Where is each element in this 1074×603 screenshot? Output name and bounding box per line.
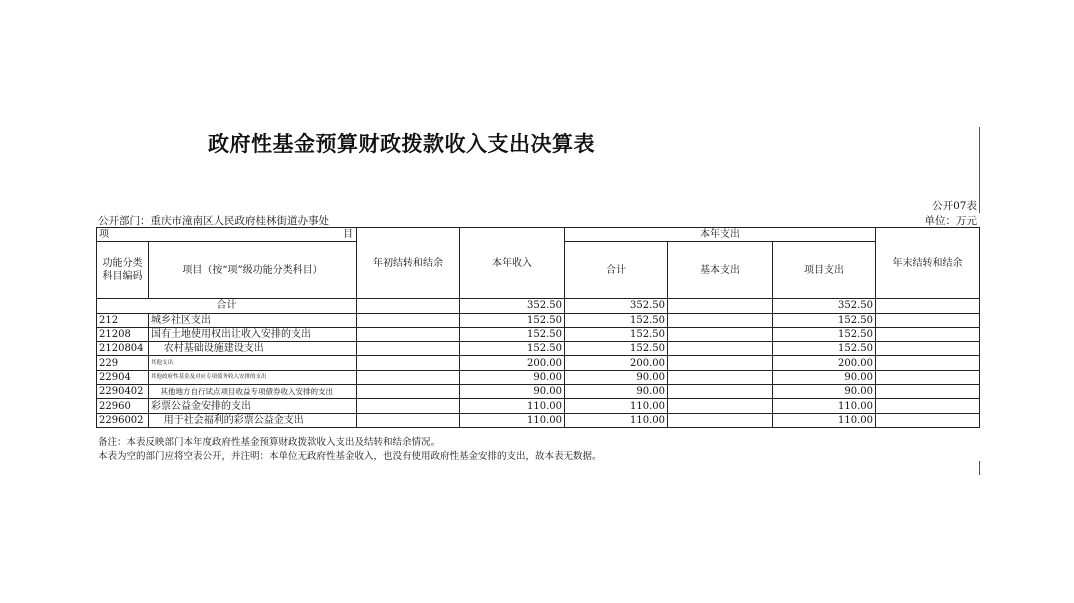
total-basic [668,299,773,313]
row-basic [668,327,773,341]
row-code: 22904 [97,370,149,384]
row-code: 2290402 [97,385,149,399]
row-end [876,399,980,413]
row-basic [668,370,773,384]
total-end [876,299,980,313]
row-end [876,413,980,427]
row-project: 152.50 [773,342,876,356]
func-code-header: 功能分类科目编码 [97,242,149,299]
row-income: 90.00 [460,370,565,384]
row-code: 229 [97,356,149,370]
row-begin [357,356,460,370]
item-header [97,228,357,242]
unit-label: 单位：万元 [924,215,977,227]
row-end [876,385,980,399]
table-row [97,342,980,356]
row-basic [668,399,773,413]
table-row [97,399,980,413]
row-total: 90.00 [565,370,668,384]
row-end [876,370,980,384]
row-basic [668,385,773,399]
row-project: 110.00 [773,413,876,427]
row-end [876,356,980,370]
row-name: 用于社会福利的彩票公益金支出 [149,413,357,427]
total-expense: 352.50 [565,299,668,313]
row-total: 200.00 [565,356,668,370]
table-row [97,385,980,399]
row-income: 152.50 [460,327,565,341]
row-total: 110.00 [565,399,668,413]
row-income: 90.00 [460,385,565,399]
row-total: 152.50 [565,342,668,356]
row-income: 152.50 [460,313,565,327]
row-project: 152.50 [773,327,876,341]
row-code: 2120804 [97,342,149,356]
row-basic [668,342,773,356]
income-header: 本年收入 [460,228,565,299]
item-header-left: 项 [99,229,109,241]
row-code: 2296002 [97,413,149,427]
table-row [97,327,980,341]
row-income: 200.00 [460,356,565,370]
table-row [97,313,980,327]
total-income: 352.50 [460,299,565,313]
department-label: 公开部门：重庆市潼南区人民政府桂林街道办事处 [98,215,329,227]
total-project: 352.50 [773,299,876,313]
table-row [97,356,980,370]
row-income: 152.50 [460,342,565,356]
header-row-1 [97,228,980,242]
row-begin [357,413,460,427]
right-margin-line-lower [979,461,980,475]
row-income: 110.00 [460,399,565,413]
total-begin [357,299,460,313]
row-name: 其他地方自行试点项目收益专项债券收入安排的支出 [149,385,357,399]
row-end [876,327,980,341]
row-total: 90.00 [565,385,668,399]
table-row [97,413,980,427]
row-total: 152.50 [565,313,668,327]
row-begin [357,399,460,413]
end-balance-header: 年末结转和结余 [876,228,980,299]
row-project: 90.00 [773,370,876,384]
form-code: 公开07表 [932,200,977,212]
expense-group-header: 本年支出 [565,228,876,242]
project-header: 项目支出 [773,242,876,299]
page-title: 政府性基金预算财政拨款收入支出决算表 [208,132,595,156]
total-header: 合计 [565,242,668,299]
row-project: 90.00 [773,385,876,399]
row-total: 152.50 [565,327,668,341]
item-header-right: 目 [343,229,353,241]
row-code: 212 [97,313,149,327]
row-name: 彩票公益金安排的支出 [149,399,357,413]
row-end [876,342,980,356]
row-name: 城乡社区支出 [149,313,357,327]
row-code: 22960 [97,399,149,413]
row-project: 200.00 [773,356,876,370]
row-begin [357,342,460,356]
row-begin [357,313,460,327]
row-project: 152.50 [773,313,876,327]
basic-header: 基本支出 [668,242,773,299]
note-line-1: 备注：本表反映部门本年度政府性基金预算财政拨款收入支出及结转和结余情况。 [98,437,441,448]
table-row [97,370,980,384]
total-row [97,299,980,313]
budget-table [96,227,980,428]
row-code: 21208 [97,327,149,341]
row-begin [357,385,460,399]
row-name: 其他支出 [149,356,357,370]
total-row-label: 合计 [97,299,357,313]
row-basic [668,356,773,370]
begin-balance-header: 年初结转和结余 [357,228,460,299]
item-name-header: 项目（按“项”级功能分类科目） [149,242,357,299]
row-basic [668,413,773,427]
right-margin-line [979,127,980,213]
row-name: 国有土地使用权出让收入安排的支出 [149,327,357,341]
row-project: 110.00 [773,399,876,413]
row-name: 农村基础设施建设支出 [149,342,357,356]
row-begin [357,370,460,384]
row-total: 110.00 [565,413,668,427]
row-end [876,313,980,327]
row-name: 其他政府性基金及对应专项债务收入安排的支出 [149,370,357,384]
row-income: 110.00 [460,413,565,427]
row-begin [357,327,460,341]
row-basic [668,313,773,327]
note-line-2: 本表为空的部门应将空表公开，并注明：本单位无政府性基金收入，也没有使用政府性基金安排的支出，故本表无数据。 [98,451,602,462]
